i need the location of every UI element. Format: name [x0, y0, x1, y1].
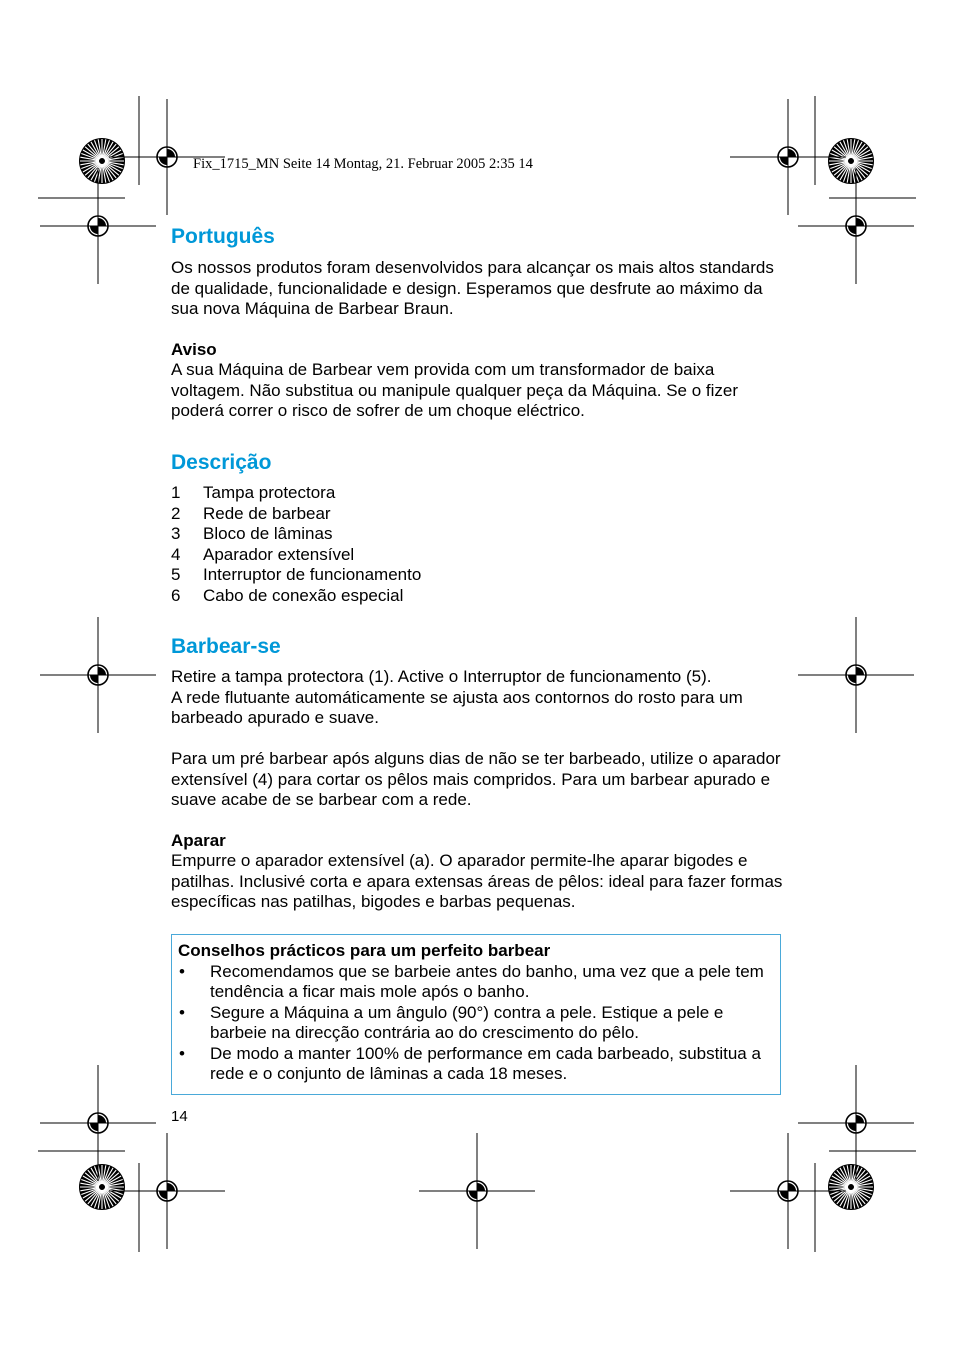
list-item [178, 962, 774, 1003]
heading-portugues: Português [171, 225, 275, 248]
item-label: Aparador extensível [203, 544, 355, 564]
list-item [171, 504, 421, 525]
warning-title: Aviso [171, 340, 217, 359]
item-label: Tampa protectora [203, 483, 336, 502]
list-item [171, 586, 421, 607]
item-label: Bloco de lâminas [203, 524, 333, 543]
intro-paragraph: Os nossos produtos foram desenvolvidos para alcançar os mais altos standards de qualidade, funcionalidade e design. Esperamos que desfrute ao máximo da sua nova Máquina de Barbear Braun. [171, 258, 774, 318]
bullet: • [179, 961, 185, 981]
barbear-paragraph: A rede flutuante automáticamente se ajusta aos contornos do rosto para um barbeado apurado e suave. [171, 687, 743, 727]
item-label: Rede de barbear [203, 503, 331, 523]
page-number: 14 [171, 1108, 188, 1125]
tip-text: De modo a manter 100% de performance em cada barbeado, substitua a rede e o conjunto de lâminas a cada 18 meses. [210, 1043, 761, 1083]
item-number: 6 [171, 585, 181, 605]
tips-list [178, 962, 774, 1085]
list-item [178, 1044, 774, 1085]
tip-text: Recomendamos que se barbeie antes do banho, uma vez que a pele tem tendência a ficar mais mole após o banho. [210, 961, 764, 1001]
bullet: • [179, 1043, 185, 1063]
bullet: • [179, 1002, 185, 1022]
list-item [178, 1003, 774, 1044]
list-item [171, 483, 421, 504]
pre-shave-paragraph: Para um pré barbear após alguns dias de não se ter barbeado, utilize o aparador extensível (4) para cortar os pêlos mais compridos. Para um barbear apurado e suave acabe de se barbear com a rede. [171, 749, 781, 809]
tip-text: Segure a Máquina a um ângulo (90°) contra a pele. Estique a pele e barbeie na direcção contrária ao do crescimento do pêlo. [210, 1002, 724, 1042]
print-slug-line: Fix_1715_MN Seite 14 Montag, 21. Februar 2005 2:35 14 [193, 156, 533, 172]
barbear-paragraph-line1: Retire a tampa protectora (1). Active o Interruptor de funcionamento (5). [171, 667, 712, 686]
item-number: 5 [171, 565, 181, 584]
list-item [171, 565, 421, 586]
item-label: Cabo de conexão especial [203, 585, 404, 605]
heading-descricao: Descrição [171, 451, 272, 474]
item-number: 2 [171, 503, 181, 523]
warning-paragraph: A sua Máquina de Barbear vem provida com um transformador de baixa voltagem. Não substitua ou manipule qualquer peça da Máquina. Se o fizer poderá correr o risco de sofrer de um choque eléctrico. [171, 360, 739, 420]
item-number: 4 [171, 544, 181, 564]
item-number: 1 [171, 483, 181, 502]
tips-box [171, 934, 781, 1095]
aparar-paragraph: Empurre o aparador extensível (a). O aparador permite-lhe aparar bigodes e patilhas. Inclusivé corta e apara extensas áreas de pêlos: ideal para fazer formas específicas nas patilhas, bigodes e barbas pequenas. [171, 851, 783, 911]
tips-title: Conselhos prácticos para um perfeito barbear [178, 941, 551, 960]
parts-list [171, 483, 421, 606]
aparar-title: Aparar [171, 831, 226, 850]
item-label: Interruptor de funcionamento [203, 565, 422, 584]
list-item [171, 524, 421, 545]
list-item [171, 545, 421, 566]
heading-barbear: Barbear-se [171, 635, 281, 658]
item-number: 3 [171, 524, 181, 543]
